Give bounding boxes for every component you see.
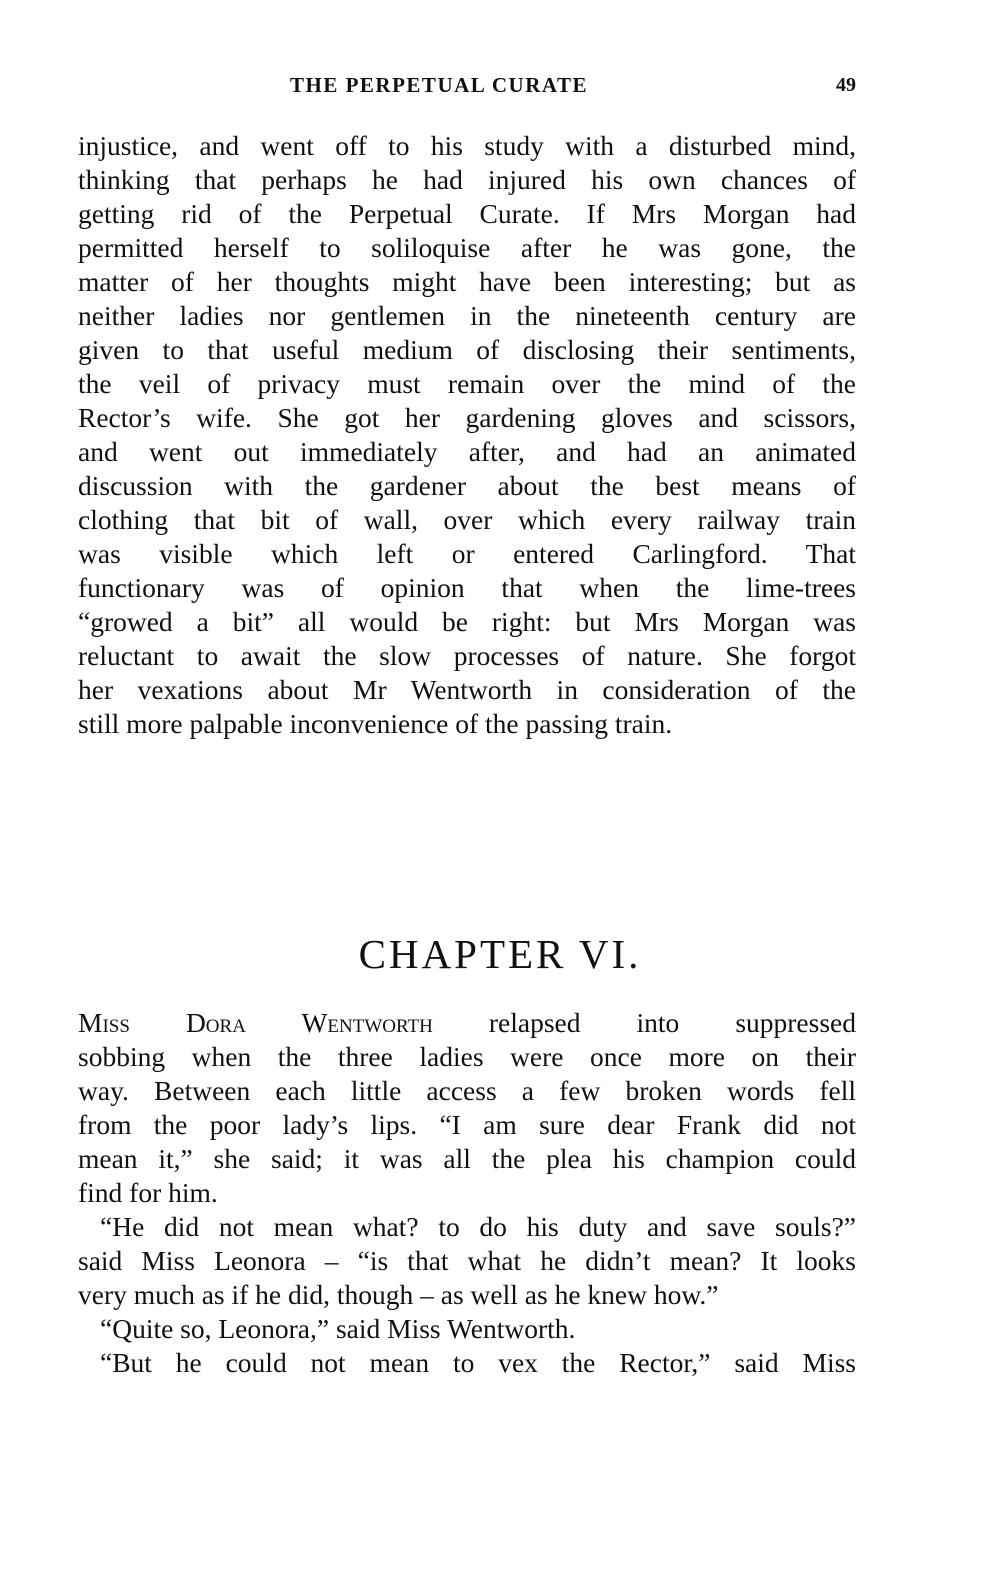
text-line: way. Between each little access a few broken words fell [78, 1075, 856, 1106]
text-line: neither ladies nor gentlemen in the nineteenth century are [78, 300, 856, 331]
text-line: given to that useful medium of disclosing their sentiments, [78, 334, 856, 365]
running-title: THE PERPETUAL CURATE [290, 73, 588, 97]
text-line: permitted herself to soliloquise after he was gone, the [78, 232, 856, 263]
text-line: discussion with the gardener about the best means of [78, 470, 856, 501]
text-line: the veil of privacy must remain over the mind of the [78, 368, 856, 399]
text-line: “But he could not mean to vex the Rector,” said Miss [100, 1347, 856, 1378]
text-line: mean it,” she said; it was all the plea his champion could [78, 1143, 856, 1174]
text-line: sobbing when the three ladies were once more on their [78, 1041, 856, 1072]
text-line: her vexations about Mr Wentworth in consideration of the [78, 674, 856, 705]
text-line: functionary was of opinion that when the lime-trees [78, 572, 856, 603]
text-line: was visible which left or entered Carlingford. That [78, 538, 856, 569]
text-line: find for him. [78, 1177, 218, 1208]
text-line: said Miss Leonora – “is that what he didn’t mean? It looks [78, 1245, 856, 1276]
text-line: Rector’s wife. She got her gardening gloves and scissors, [78, 402, 856, 433]
text-line: reluctant to await the slow processes of nature. She forgot [78, 640, 856, 671]
text-line: thinking that perhaps he had injured his own chances of [78, 164, 856, 195]
text-line: still more palpable inconvenience of the passing train. [78, 708, 673, 739]
opening-line-rest: relapsed into suppressed [432, 1007, 856, 1038]
text-line: matter of her thoughts might have been interesting; but as [78, 266, 856, 297]
text-line: “He did not mean what? to do his duty and save souls?” [100, 1211, 856, 1242]
text-line: injustice, and went off to his study with a disturbed mind, [78, 130, 856, 161]
chapter-heading: CHAPTER VI. [358, 931, 642, 977]
text-line: and went out immediately after, and had an animated [78, 436, 856, 467]
page-number: 49 [836, 74, 856, 96]
text-line: very much as if he did, though – as well as he knew how.” [78, 1279, 719, 1310]
text-line: “growed a bit” all would be right: but Mrs Morgan was [78, 606, 856, 637]
text-line: “Quite so, Leonora,” said Miss Wentworth. [100, 1313, 576, 1344]
text-line: from the poor lady’s lips. “I am sure dear Frank did not [78, 1109, 856, 1140]
running-header [78, 68, 856, 102]
text-line: clothing that bit of wall, over which every railway train [78, 504, 856, 535]
paragraph-continuation [78, 129, 856, 741]
opening-small-caps: Miss Dora Wentworth [78, 1007, 433, 1038]
opening-line [78, 1006, 856, 1040]
chapter-body [78, 1006, 856, 1380]
text-line: getting rid of the Perpetual Curate. If Mrs Morgan had [78, 198, 856, 229]
